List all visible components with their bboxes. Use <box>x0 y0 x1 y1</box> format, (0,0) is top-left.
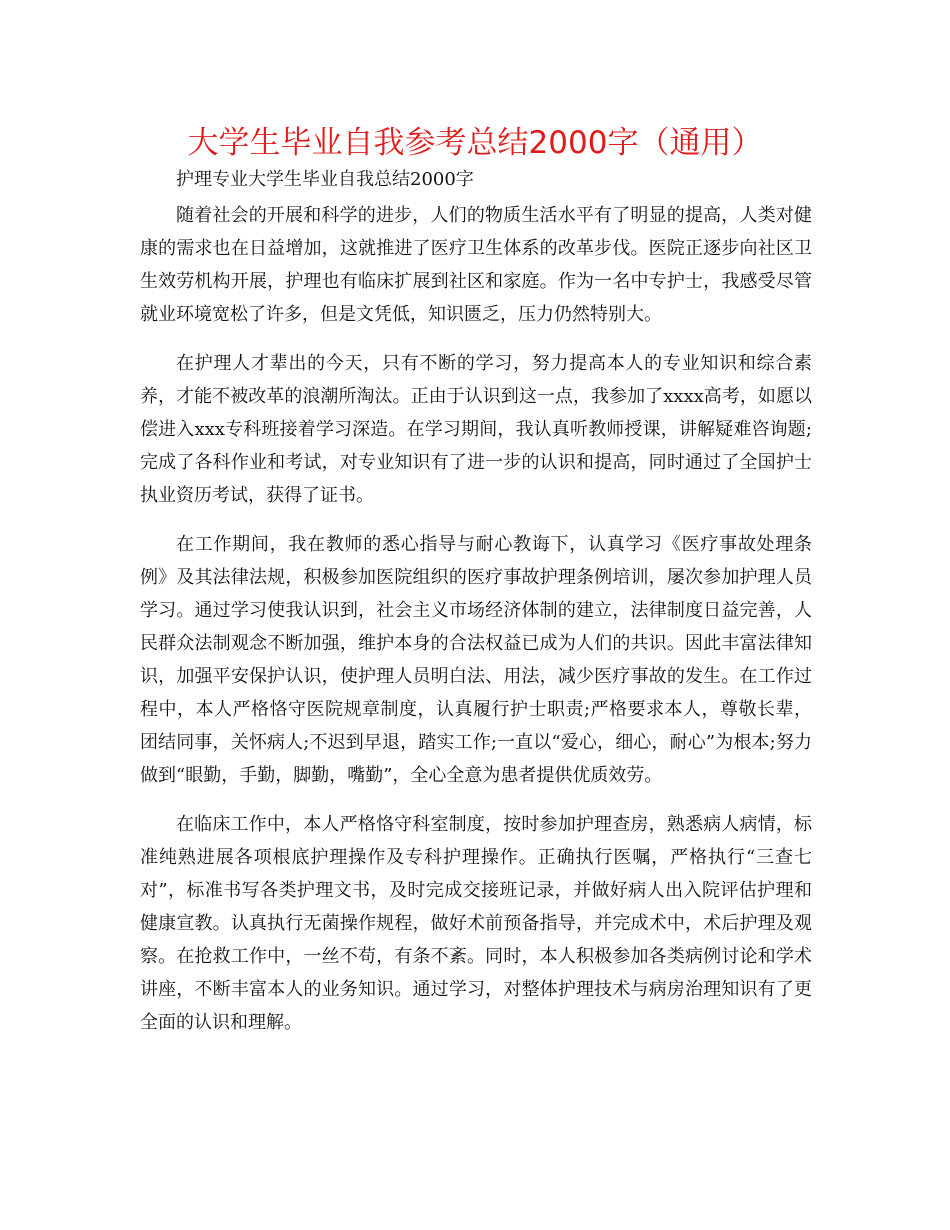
document-title: 大学生毕业自我参考总结2000字（通用） <box>187 125 763 161</box>
paragraph: 随着社会的开展和科学的进步，人们的物质生活水平有了明显的提高，人类对健康的需求也在日益增加，这就推进了医疗卫生体系的改革步伐。医院正逐步向社区卫生效劳机构开展，护理也有临床扩展到社区和家庭。作为一名中专护士，我感受尽管就业环境宽松了许多，但是文凭低，知识匮乏，压力仍然特别大。 <box>140 205 812 325</box>
document-subtitle: 护理专业大学生毕业自我总结2000字 <box>176 169 474 190</box>
paragraph: 在护理人才辈出的今天，只有不断的学习，努力提高本人的专业知识和综合素养，才能不被改革的浪潮所淘汰。正由于认识到这一点，我参加了xxxx高考，如愿以偿进入xxx专科班接着学习深造。在学习期间，我认真听教师授课，讲解疑难咨询题;完成了各科作业和考试，对专业知识有了进一步的认识和提高，同时通过了全国护士执业资历考试，获得了证书。 <box>140 353 812 506</box>
document-body <box>140 199 812 1039</box>
paragraph: 在工作期间，我在教师的悉心指导与耐心教诲下，认真学习《医疗事故处理条例》及其法律法规，积极参加医院组织的医疗事故护理条例培训，屡次参加护理人员学习。通过学习使我认识到，社会主义市场经济体制的建立，法律制度日益完善，人民群众法制观念不断加强，维护本身的合法权益已成为人们的共识。因此丰富法律知识，加强平安保护认识，使护理人员明白法、用法，减少医疗事故的发生。在工作过程中，本人严格恪守医院规章制度，认真履行护士职责;严格要求本人，尊敬长辈，团结同事，关怀病人;不迟到早退，踏实工作;一直以“爱心，细心，耐心”为根本;努力做到“眼勤，手勤，脚勤，嘴勤”，全心全意为患者提供优质效劳。 <box>140 534 812 786</box>
paragraph: 在临床工作中，本人严格恪守科室制度，按时参加护理查房，熟悉病人病情，标准纯熟进展各项根底护理操作及专科护理操作。正确执行医嘱，严格执行“三查七对”，标准书写各类护理文书，及时完成交接班记录，并做好病人出入院评估护理和健康宣教。认真执行无菌操作规程，做好术前预备指导，并完成术中，术后护理及观察。在抢救工作中，一丝不苟，有条不紊。同时，本人积极参加各类病例讨论和学术讲座，不断丰富本人的业务知识。通过学习，对整体护理技术与病房治理知识有了更全面的认识和理解。 <box>140 814 812 1033</box>
